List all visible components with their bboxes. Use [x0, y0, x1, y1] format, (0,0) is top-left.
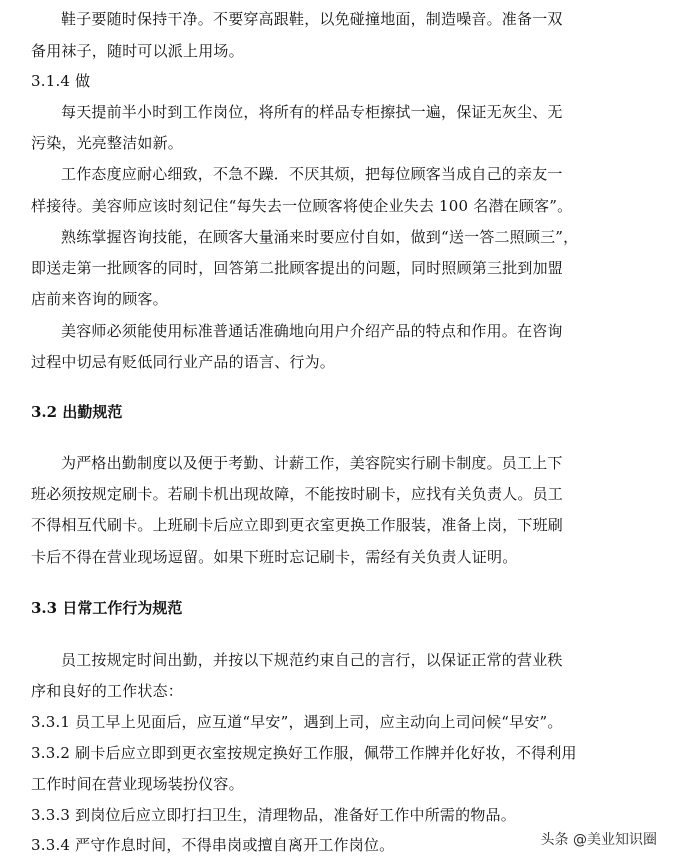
paragraph-line: 鞋子要随时保持干净。不要穿高跟鞋，以免碰撞地面，制造噪音。准备一双 — [61, 10, 563, 28]
list-item: 3.3.4 严守作息时间，不得串岗或擅自离开工作岗位。 — [31, 836, 395, 854]
paragraph-line: 工作态度应耐心细致，不急不躁．不厌其烦，把每位顾客当成自己的亲友一 — [61, 165, 563, 183]
paragraph-line: 每天提前半小时到工作岗位，将所有的样品专柜擦拭一遍，保证无灰尘、无 — [61, 103, 563, 121]
paragraph-line: 备用袜子，随时可以派上用场。 — [31, 42, 244, 60]
paragraph-line: 样接待。美容师应该时刻记住“每失去一位顾客将使企业失去 100 名潜在顾客”。 — [31, 197, 573, 215]
paragraph-line: 卡后不得在营业现场逗留。如果下班时忘记刷卡，需经有关负责人证明。 — [31, 548, 518, 566]
list-item: 3.3.1 员工早上见面后，应互道“早安”，遇到上司，应主动向上司问候“早安”。 — [31, 713, 563, 731]
subsection-heading: 3.1.4 做 — [31, 72, 91, 90]
paragraph-line: 班必须按规定刷卡。若刷卡机出现故障，不能按时刷卡，应找有关负责人。员工 — [31, 485, 564, 503]
paragraph-line: 即送走第一批顾客的同时，回答第二批顾客提出的问题，同时照顾第三批到加盟 — [31, 259, 564, 277]
list-item: 3.3.3 到岗位后应立即打扫卫生，清理物品，准备好工作中所需的物品。 — [31, 806, 516, 824]
watermark-label: 头条 @美业知识圈 — [537, 827, 661, 851]
section-heading-attendance: 3.2 出勤规范 — [31, 403, 123, 421]
paragraph-line: 污染，光亮整洁如新。 — [31, 134, 184, 152]
paragraph-line: 为严格出勤制度以及便于考勤、计薪工作，美容院实行刷卡制度。员工上下 — [61, 454, 563, 472]
paragraph-line: 店前来咨询的顾客。 — [31, 290, 168, 308]
paragraph-line: 员工按规定时间出勤，并按以下规范约束自己的言行，以保证正常的营业秩 — [61, 651, 563, 669]
paragraph-line: 熟练掌握咨询技能，在顾客大量涌来时要应付自如，做到“送一答二照顾三”， — [61, 228, 579, 246]
section-heading-daily-conduct: 3.3 日常工作行为规范 — [31, 599, 183, 617]
paragraph-line: 工作时间在营业现场装扮仪容。 — [31, 775, 244, 793]
paragraph-line: 美容师必须能使用标准普通话准确地向用户介绍产品的特点和作用。在咨询 — [61, 322, 563, 340]
paragraph-line: 序和良好的工作状态： — [31, 682, 184, 700]
paragraph-line: 过程中切忌有贬低同行业产品的语言、行为。 — [31, 353, 336, 371]
paragraph-line: 不得相互代刷卡。上班刷卡后应立即到更衣室更换工作服装，准备上岗，下班刷 — [31, 516, 564, 534]
list-item: 3.3.2 刷卡后应立即到更衣室按规定换好工作服，佩带工作牌并化好妆，不得利用 — [31, 744, 577, 762]
